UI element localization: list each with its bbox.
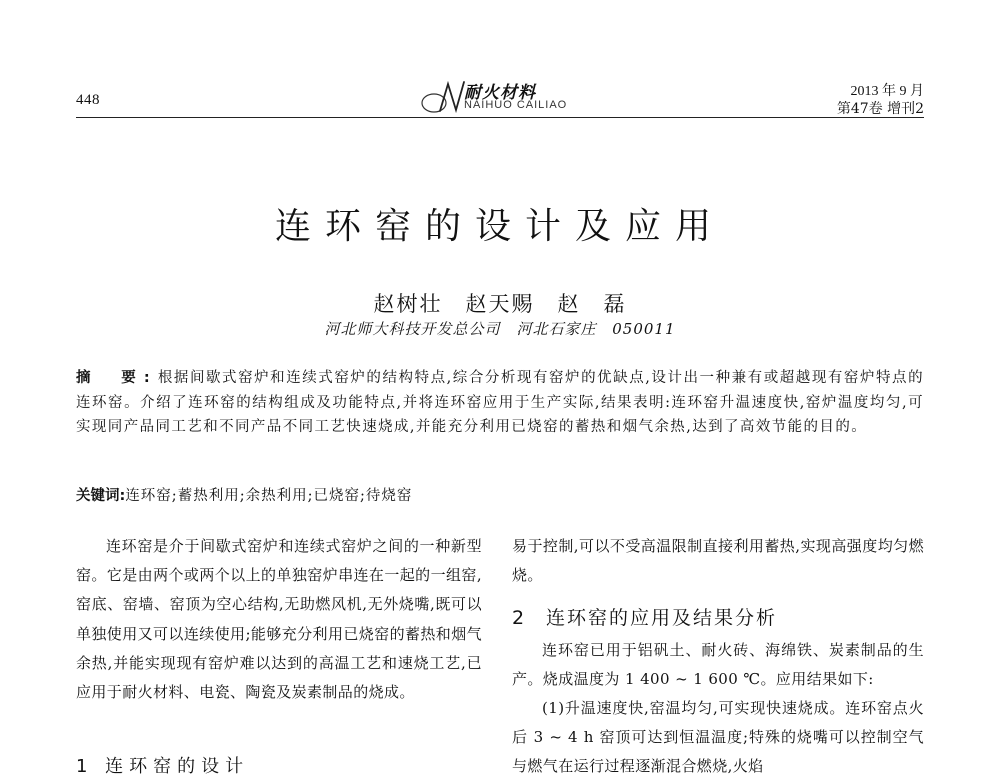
keywords-text: 连环窑;蓄热利用;余热利用;已烧窑;待烧窑 (125, 488, 413, 504)
section-2-title: 连环窑的应用及结果分析 (546, 607, 778, 630)
continued-paragraph: 易于控制,可以不受高温限制直接利用蓄热,实现高强度均匀燃烧。 (512, 537, 924, 585)
issue-date: 2013 年 9 月 (850, 84, 924, 99)
article-title: 连环窑的设计及应用 (274, 206, 725, 247)
section-2-paragraph-2: (1)升温速度快,窑温均匀,可实现快速烧成。连环窑点火后 3 ~ 4 h 窑顶可达到恒温温度;特殊的烧嘴可以控制空气与燃气在运行过程逐渐混合燃烧,火焰 (512, 699, 924, 776)
body-left-column (76, 532, 482, 707)
journal-name-cn: 耐火材料 (464, 83, 536, 103)
keywords (76, 484, 924, 508)
section-2-paragraph-1: 连环窑已用于铝矾土、耐火砖、海绵铁、炭素制品的生产。烧成温度为 1 400 ~ 1 600 ℃。应用结果如下: (512, 640, 924, 688)
intro-paragraph: 连环窑是介于间歇式窑炉和连续式窑炉之间的一种新型窑。它是由两个或两个以上的单独窑炉串连在一起的一组窑,窑底、窑墙、窑顶为空心结构,无助燃风机,无外烧嘴,既可以单独使用又可以连续使用;能够充分利用已烧窑的蓄热和烟气余热,并能实现现有窑炉难以达到的高温工艺和速烧工艺,已应用于耐火材料、电瓷、陶瓷及炭素制品的烧成。 (76, 537, 482, 702)
section-2-heading (512, 604, 924, 633)
article-affiliation: 河北师大科技开发总公司 河北石家庄 050011 (324, 320, 676, 338)
journal-logo (418, 78, 618, 116)
page-number: 448 (76, 92, 100, 108)
abstract-label: 摘 要: (76, 370, 158, 386)
journal-name-en: NAIHUO CAILIAO (464, 99, 568, 111)
issue-volume: 第47卷 增刊2 (836, 101, 924, 117)
abstract-text: 根据间歇式窑炉和连续式窑炉的结构特点,综合分析现有窑炉的优缺点,设计出一种兼有或超越现有窑炉特点的连环窑。介绍了连环窑的结构组成及功能特点,并将连环窑应用于生产实际,结果表明:连环窑升温速度快,窑炉温度均匀,可实现同产品同工艺和不同产品不同工艺快速烧成,并能充分利用已烧窑的蓄热和烟气余热,达到了高效节能的目的。 (76, 370, 924, 435)
body-right-column (512, 532, 924, 782)
article-authors: 赵树壮 赵天赐 赵 磊 (373, 292, 627, 316)
header-divider (76, 117, 924, 118)
section-1-heading: 1 连环窑的设计 (76, 756, 250, 777)
section-2-number: 2 (512, 607, 527, 630)
keywords-label: 关键词: (76, 488, 126, 504)
abstract (76, 366, 924, 440)
